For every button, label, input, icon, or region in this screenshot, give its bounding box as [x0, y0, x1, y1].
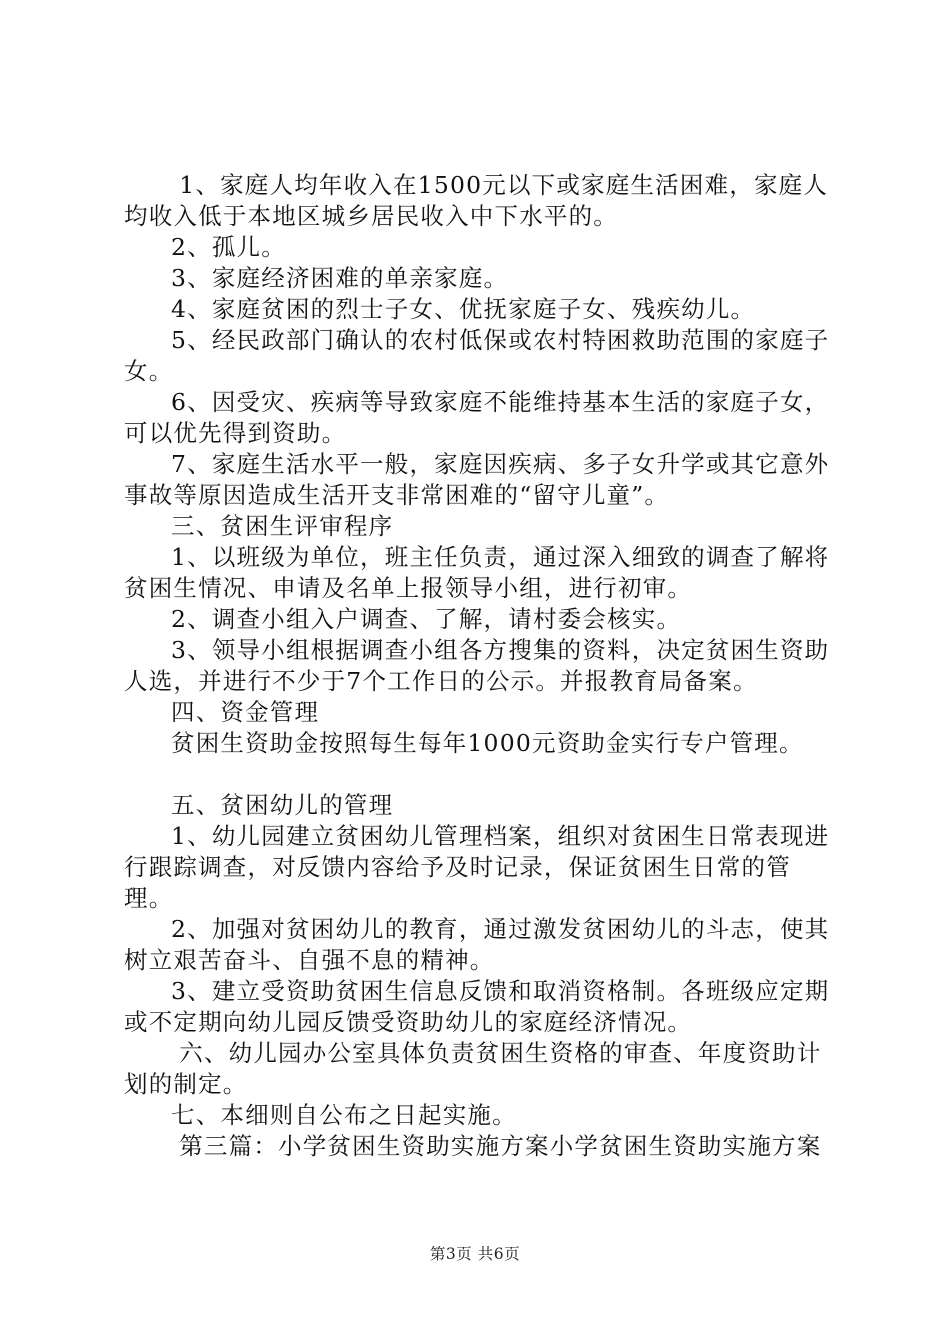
paragraph-management-3: 3、建立受资助贫困生信息反馈和取消资格制。各班级应定期或不定期向幼儿园反馈受资助幼儿的家庭经济情况。: [124, 977, 830, 1036]
paragraph-criterion-4: 4、家庭贫困的烈士子女、优抚家庭子女、残疾幼儿。: [171, 295, 756, 323]
paragraph-criterion-3: 3、家庭经济困难的单亲家庭。: [171, 264, 509, 292]
section-office-responsibility: 六、幼儿园办公室具体负责贫困生资格的审查、年度资助计划的制定。: [124, 1039, 822, 1098]
section-effective-date: 七、本细则自公布之日起实施。: [171, 1101, 517, 1129]
paragraph-criterion-2: 2、孤儿。: [171, 233, 286, 261]
paragraph-fund-management: 贫困生资助金按照每生每年1000元资助金实行专户管理。: [171, 729, 804, 757]
section-heading-child-management: 五、贫困幼儿的管理: [171, 791, 394, 819]
paragraph-criterion-6: 6、因受灾、疾病等导致家庭不能维持基本生活的家庭子女，可以优先得到资助。: [124, 388, 830, 447]
paragraph-criterion-1: 1、家庭人均年收入在1500元以下或家庭生活困难，家庭人均收入低于本地区城乡居民收入中下水平的。: [124, 171, 829, 230]
paragraph-procedure-3: 3、领导小组根据调查小组各方搜集的资料，决定贫困生资助人选，并进行不少于7个工作日的公示。并报教育局备案。: [124, 636, 830, 695]
blank-line: [124, 759, 836, 790]
paragraph-procedure-1: 1、以班级为单位，班主任负责，通过深入细致的调查了解将贫困生情况、申请及名单上报领导小组，进行初审。: [124, 543, 830, 602]
paragraph-criterion-5: 5、经民政部门确认的农村低保或农村特困救助范围的家庭子女。: [124, 326, 830, 385]
paragraph-criterion-7: 7、家庭生活水平一般，家庭因疾病、多子女升学或其它意外事故等原因造成生活开支非常困难的“留守儿童”。: [124, 450, 830, 509]
chapter-title-part-three: 第三篇：小学贫困生资助实施方案小学贫困生资助实施方案: [179, 1132, 822, 1160]
section-heading-review-procedure: 三、贫困生评审程序: [171, 512, 394, 540]
paragraph-management-2: 2、加强对贫困幼儿的教育，通过激发贫困幼儿的斗志，使其树立艰苦奋斗、自强不息的精神。: [124, 915, 830, 974]
paragraph-procedure-2: 2、调查小组入户调查、了解，请村委会核实。: [171, 605, 682, 633]
paragraph-management-1: 1、幼儿园建立贫困幼儿管理档案，组织对贫困生日常表现进行跟踪调查，对反馈内容给予及时记录，保证贫困生日常的管理。: [124, 822, 830, 912]
section-heading-fund-management: 四、资金管理: [171, 698, 320, 726]
document-body: [124, 170, 836, 1162]
page-number-footer: 第3页 共6页: [429, 1245, 521, 1263]
